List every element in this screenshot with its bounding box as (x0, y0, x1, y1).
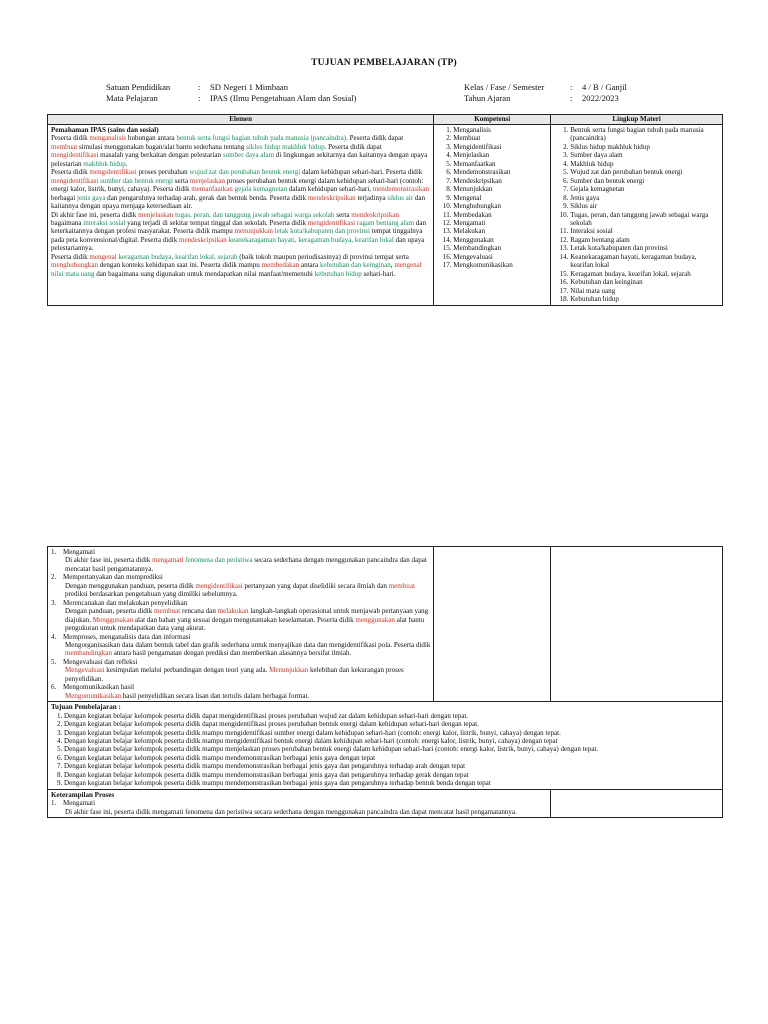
kompetensi-highlight: membandingkan (65, 649, 112, 658)
kompetensi-highlight: mengidentifikasi (51, 176, 99, 185)
text-segment: bagaimana (51, 218, 84, 227)
materi-highlight: makhluk hidup (83, 159, 126, 168)
tujuan-item: 1. Dengan kegiatan belajar kelompok peserta didik dapat mengidentifikasi proses perubahan wujud zat dalam kehidupan sehari-hari dengan tepat. (64, 712, 719, 720)
text-segment: terjadinya (355, 193, 388, 202)
empty-cell (434, 547, 551, 702)
kompetensi-highlight: membuat (51, 142, 78, 151)
text-segment: Di akhir fase ini, peserta didik (51, 210, 139, 219)
table-row (48, 702, 723, 790)
text-segment: (baik tokoh maupun periodisasinya) di provinsi tempat serta (237, 252, 409, 261)
kompetensi-highlight: membedakan (261, 261, 300, 270)
materi-highlight: nilai mata uang (51, 269, 95, 278)
lingkup-item: 6. Sumber dan bentuk energi (570, 177, 719, 185)
kompetensi-list (437, 126, 547, 270)
lingkup-item: 16. Kebutuhan dan keinginan (570, 278, 719, 286)
lingkup-item: 7. Gejala kemagnetan (570, 185, 719, 193)
tujuan-cell (48, 702, 723, 790)
lingkup-item: 12. Ragam bentang alam (570, 236, 719, 244)
kelas-label: Kelas / Fase / Semester (464, 82, 545, 92)
colon: : (570, 93, 573, 103)
lingkup-list (554, 126, 719, 304)
materi-highlight: gejala kemagnetan (234, 185, 288, 194)
kompetensi-item: 9. Mengenal (453, 194, 547, 202)
table-row (48, 789, 723, 817)
tujuan-item: 4. Dengan kegiatan belajar kelompok peserta didik mampu mengidentifikasi bentuk energi dalam kehidupan sehari-hari (contoh: energi kalor, listrik, bunyi, cahaya) dengan tepat (64, 737, 719, 745)
kompetensi-highlight: Mengomunikasikan (65, 691, 121, 700)
text-segment: dan keterkaitannya dengan profesi masyarakat. Peserta didik mampu (51, 218, 426, 236)
header-lingkup: Lingkup Materi (551, 115, 723, 125)
kompetensi-highlight: membuat (154, 607, 181, 616)
proses-step: 4. Memproses, menganalisis data dan informasi (51, 632, 191, 641)
kompetensi-highlight: Mengevaluasi (65, 666, 105, 675)
tujuan-item: 6. Dengan kegiatan belajar kelompok peserta didik mampu mendemonstrasikan berbagai jenis gaya dengan tepat (64, 754, 719, 762)
kompetensi-item: 13. Melakukan (453, 227, 547, 235)
step-body (51, 556, 430, 573)
kompetensi-highlight: menunjukkan (234, 227, 273, 236)
tujuan-item: 2. Dengan kegiatan belajar kelompok peserta didik dapat mengidentifikasi proses perubahan bentuk energi dalam kehidupan sehari-hari dengan tepat. (64, 720, 719, 728)
tujuan-heading: Tujuan Pembelajaran : (51, 703, 121, 712)
satuan-value: SD Negeri 1 Mimbaan (210, 82, 289, 92)
materi-highlight: siklus hidup makhluk hidup (246, 142, 325, 151)
table-row (48, 125, 723, 306)
header-elemen: Elemen (48, 115, 434, 125)
text-segment: sehari-hari. (361, 269, 396, 278)
proses-step: 3. Merencanakan dan melakukan penyelidikan (51, 598, 188, 607)
text-segment: proses perubahan (136, 168, 190, 177)
step-title: Mempertanyakan dan memprediksi (63, 573, 163, 582)
kompetensi-highlight: Menggunakan (92, 615, 134, 624)
keterampilan-heading: Keterampilan Proses (51, 790, 115, 799)
kompetensi-highlight: menjelaskan (189, 176, 226, 185)
kompetensi-item: 14. Menggunakan (453, 236, 547, 244)
text-segment: berbagai (51, 193, 78, 202)
proses-step: 2. Mempertanyakan dan memprediksi (51, 573, 163, 582)
lingkup-item: 13. Letak kota/kabupaten dan provinsi (570, 244, 719, 252)
materi-highlight: fenomena dan peristiwa (185, 556, 253, 565)
kompetensi-highlight: menganalisis (89, 134, 127, 143)
colon: : (198, 82, 201, 92)
kompetensi-highlight: memanfaatkan (191, 185, 233, 194)
lingkup-item: 2. Siklus hidup makhluk hidup (570, 143, 719, 151)
kompetensi-highlight: menghubungkan (51, 261, 98, 270)
lingkup-item: 4. Makhluk hidup (570, 160, 719, 168)
keterampilan-cell (48, 789, 551, 817)
step-body (51, 641, 430, 658)
text-segment: dan kaitannya dengan upaya menjaga ketersediaan air. (51, 193, 425, 211)
kompetensi-item: 17. Mengkomunikasikan (453, 261, 547, 269)
table-header-row (48, 115, 723, 125)
kompetensi-highlight: menggunakan (355, 615, 395, 624)
step-body: Di akhir fase ini, peserta didik mengamati fenomena dan peristiwa secara sederhana dengan menggunakan pancaindra dan dapat mencatat hasil pengamatannya. (65, 807, 517, 816)
text-segment: prediksi berdasarkan pengetahuan yang dimiliki sebelumnya. (65, 590, 238, 599)
lingkup-item: 1. Bentuk serta fungsi bagian tubuh pada manusia (pancaindra) (570, 126, 719, 143)
proses-step: 1. Mengamati (51, 799, 96, 808)
step-title: Memproses, menganalisis data dan informasi (63, 632, 191, 641)
kompetensi-highlight: mengidentifikasi (51, 151, 99, 160)
empty-cell (551, 547, 723, 702)
text-segment: Peserta didik (51, 168, 90, 177)
text-segment: dalam kehidupan sehari-hari, (287, 185, 373, 194)
text-segment: . Peserta didik dapat (346, 134, 404, 143)
lingkup-item: 17. Nilai mata uang (570, 287, 719, 295)
lingkup-item: 18. Kebutuhan hidup (570, 295, 719, 303)
step-body (51, 692, 430, 700)
header-kompetensi: Kompetensi (434, 115, 551, 125)
kompetensi-highlight: mendemonstrasikan (372, 185, 430, 194)
kompetensi-item: 7. Mendeskripsikan (453, 177, 547, 185)
text-segment: rencana dan (180, 607, 218, 616)
text-segment: antara (299, 261, 320, 270)
tp-table (47, 114, 723, 306)
empty-cell (551, 789, 723, 817)
elemen-paragraph (51, 134, 430, 168)
step-title: Merencanakan dan melakukan penyelidikan (63, 598, 188, 607)
text-segment: tempat tinggalnya pada peta konvensional/digital. Peserta didik (51, 227, 423, 244)
text-segment: langkah-langkah operasional untuk menjawab pertanyaan yang diajukan. (65, 607, 429, 624)
kompetensi-highlight: Menunjukkan (269, 666, 309, 675)
kompetensi-highlight: mendeskripsikan (307, 193, 356, 202)
colon: : (570, 82, 573, 92)
text-segment: Dengan menggunakan panduan, peserta didik (65, 581, 196, 590)
proses-step: 1. Mengamati (51, 548, 96, 556)
text-segment: pertanyaan yang dapat diselidiki secara ilmiah dan (242, 581, 389, 590)
kompetensi-highlight: mengenal (89, 252, 117, 261)
text-segment: hasil penyelidikan secara lisan dan tertulis dalam berbagai format. (120, 691, 310, 700)
lingkup-item: 15. Keragaman budaya, kearifan lokal, sejarah (570, 270, 719, 278)
lingkup-cell (551, 125, 723, 306)
text-segment: alat dan bahan yang sesuai dengan mengutamakan keselamatan. Peserta didik (133, 615, 356, 624)
kompetensi-item: 6. Mendemonstrasikan (453, 168, 547, 176)
kompetensi-item: 15. Membandingkan (453, 244, 547, 252)
step-title: Mengamati (63, 548, 96, 556)
kompetensi-highlight: mengidentifikasi (195, 581, 243, 590)
text-segment: yang terjadi di sekitar tempat tinggal dan sekolah. Peserta didik (125, 218, 308, 227)
text-segment: Peserta didik (51, 134, 90, 143)
lingkup-item: 8. Jenis gaya (570, 194, 719, 202)
proses-table (47, 546, 723, 818)
proses-step: 5. Mengevaluasi dan refleksi (51, 657, 138, 666)
text-segment: dalam kehidupan sehari-hari. Peserta didik (300, 168, 423, 177)
elemen-paragraph (51, 211, 430, 253)
text-segment: serta (334, 210, 352, 219)
text-segment: Peserta didik (51, 252, 90, 261)
text-segment: alat bantu pengukuran untuk mendapatkan data yang akurat. (65, 615, 425, 633)
tahun-label: Tahun Ajaran (464, 93, 511, 103)
kompetensi-item: 16. Mengevaluasi (453, 253, 547, 261)
materi-highlight: kebutuhan dan keinginan (319, 261, 391, 270)
text-segment: simulasi menggunakan bagan/alat bantu sederhana tentang (77, 142, 247, 151)
text-segment: Dengan panduan, peserta didik (65, 607, 155, 616)
materi-highlight: sumber daya alam (222, 151, 275, 160)
kompetensi-highlight: mengidentifikasi (89, 168, 137, 177)
materi-highlight: kebutuhan hidup (314, 269, 362, 278)
materi-highlight: bentuk serta fungsi bagian tubuh pada manusia (pancaindra) (176, 134, 347, 143)
kompetensi-highlight: melakukan (217, 607, 249, 616)
text-segment: dan upaya pelestariannya. (51, 235, 425, 253)
tujuan-item: 3. Dengan kegiatan belajar kelompok peserta didik mampu mengidentifikasi sumber energi dalam kehidupan sehari-hari (contoh: energi kalor, listrik, bunyi, cahaya) dengan tepat. (64, 729, 719, 737)
kompetensi-item: 10. Menghubungkan (453, 202, 547, 210)
kompetensi-highlight: mendeskripsikan (351, 210, 400, 219)
lingkup-item: 14. Keanekaragaman hayati, keragaman budaya, kearifan lokal (570, 253, 719, 270)
kompetensi-item: 12. Mengamati (453, 219, 547, 227)
elemen-paragraph (51, 253, 430, 278)
kompetensi-highlight: mengamati (152, 556, 184, 565)
text-segment: masalah yang berkaitan dengan pelestarian (98, 151, 223, 160)
tahun-value: 2022/2023 (582, 93, 619, 103)
table-row (48, 547, 723, 702)
kompetensi-item: 1. Menganalisis (453, 126, 547, 134)
page-title: TUJUAN PEMBELAJARAN (TP) (311, 58, 457, 68)
kompetensi-item: 8. Menunjukkan (453, 185, 547, 193)
colon: : (198, 93, 201, 103)
proses-cell (48, 547, 434, 702)
text-segment: dengan konteks kehidupan saat ini. Peserta didik mampu (97, 261, 262, 270)
text-segment: secara sederhana dengan menggunakan pancaindra dan dapat mencatat hasil pengamatannya. (65, 556, 427, 573)
materi-highlight: jenis gaya (77, 193, 106, 202)
materi-highlight: tugas, peran, dan tanggung jawab sebagai warga sekolah (175, 210, 335, 219)
text-segment: dan bagaimana uang digunakan untuk mendapatkan nilai manfaat/memenuhi (94, 269, 315, 278)
tujuan-item: 8. Dengan kegiatan belajar kelompok peserta didik mampu mendemonstrasikan berbagai jenis gaya dan pengaruhnya terhadap gerak dengan tepat (64, 771, 719, 779)
tujuan-list (51, 712, 719, 788)
materi-highlight: keragaman budaya, kearifan lokal, sejarah (118, 252, 238, 261)
kompetensi-item: 2. Membuat (453, 134, 547, 142)
elemen-heading: Pemahaman IPAS (sains dan sosial) (51, 126, 159, 134)
kelas-value: 4 / B / Ganjil (582, 82, 627, 92)
lingkup-item: 10. Tugas, peran, dan tanggung jawab sebagai warga sekolah (570, 211, 719, 228)
materi-highlight: ragam bentang alam (356, 218, 415, 227)
lingkup-item: 5. Wujud zat dan perubahan bentuk energi (570, 168, 719, 176)
materi-highlight: keanekaragaman hayati, keragaman budaya, kearifan lokal (228, 235, 394, 244)
tujuan-item: 9. Dengan kegiatan belajar kelompok peserta didik mampu mendemonstrasikan berbagai jenis gaya dan pengaruhnya terhadap bentuk benda dengan tepat (64, 779, 719, 787)
materi-highlight: sumber dan bentuk energi (100, 176, 174, 185)
kompetensi-highlight: mengenal (394, 261, 422, 270)
kompetensi-item: 5. Memanfaatkan (453, 160, 547, 168)
elemen-paragraph (51, 168, 430, 210)
satuan-label: Satuan Pendidikan (106, 82, 171, 92)
materi-highlight: siklus air (387, 193, 414, 202)
lingkup-item: 11. Interaksi sosial (570, 227, 719, 235)
kompetensi-cell (434, 125, 551, 306)
kompetensi-highlight: membuat (388, 581, 415, 590)
step-title: Mengevaluasi dan refleksi (63, 657, 138, 666)
text-segment: Mengorganisasikan data dalam bentuk tabel dan grafik sederhana untuk menyajikan data dan mengidentifikasi pola. Peserta didik (65, 640, 431, 649)
text-segment: . (125, 159, 128, 168)
text-segment: , (390, 261, 395, 270)
text-segment: serta (173, 176, 190, 185)
kompetensi-highlight: menjelaskan (138, 210, 174, 219)
meta-right (464, 82, 627, 104)
materi-highlight: interaksi sosial (83, 218, 126, 227)
text-segment: kelebihan dan kekurangan proses penyelidikan. (65, 666, 404, 683)
kompetensi-highlight: mengidentifikasi (307, 218, 356, 227)
materi-highlight: wujud zat dan perubahan bentuk energi (189, 168, 301, 177)
text-segment: antara hasil pengamatan dengan prediksi dan memberikan alasannya bersifat ilmiah. (111, 649, 352, 658)
step-title: Mengomunikasikan hasil (63, 683, 135, 692)
text-segment: di lingkungan sekitarnya dan kaitannya dengan upaya pelestarian (51, 151, 428, 168)
kompetensi-item: 11. Membedakan (453, 211, 547, 219)
step-title: Mengamati (63, 799, 96, 808)
proses-step: 6. Mengomunikasikan hasil (51, 683, 135, 692)
step-body (51, 607, 430, 632)
text-segment: . Peserta didik dapat (324, 142, 382, 151)
materi-highlight: letak kota/kabupaten dan provinsi (274, 227, 370, 236)
lingkup-item: 3. Sumber daya alam (570, 151, 719, 159)
text-segment: Di akhir fase ini, peserta didik (65, 556, 153, 565)
step-body (51, 582, 430, 599)
text-segment: hubungan antara (126, 134, 177, 143)
kompetensi-item: 3. Mengidentifikasi (453, 143, 547, 151)
mapel-value: IPAS (Ilmu Pengetahuan Alam dan Sosial) (210, 93, 357, 103)
lingkup-item: 9. Siklus air (570, 202, 719, 210)
elemen-cell (48, 125, 434, 306)
text-segment: proses perubahan bentuk energi dalam kehidupan sehari-hari (contoh: energi kalor, listrik, bunyi, cahaya). Peserta didik (51, 176, 424, 194)
tujuan-item: 5. Dengan kegiatan belajar kelompok peserta didik mampu menjelaskan proses perubahan bentuk energi dalam kehidupan sehari-hari (contoh: energi kalor, listrik, bunyi, cahaya) dengan tepat. (64, 745, 719, 753)
step-body (51, 666, 430, 683)
kompetensi-item: 4. Menjelaskan (453, 151, 547, 159)
meta-left (106, 82, 356, 104)
tujuan-item: 7. Dengan kegiatan belajar kelompok peserta didik mampu mendemonstrasikan berbagai jenis gaya dan pengaruhnya terhadap arah dengan tepat (64, 762, 719, 770)
text-segment: kesimpulan melalui perbandingan dengan teori yang ada. (104, 666, 270, 675)
mapel-label: Mata Pelajaran (106, 93, 158, 103)
kompetensi-highlight: mendeskripsikan (179, 235, 227, 244)
text-segment: dan pengaruhnya terhadap arah, gerak dan bentuk benda. Peserta didik (105, 193, 308, 202)
